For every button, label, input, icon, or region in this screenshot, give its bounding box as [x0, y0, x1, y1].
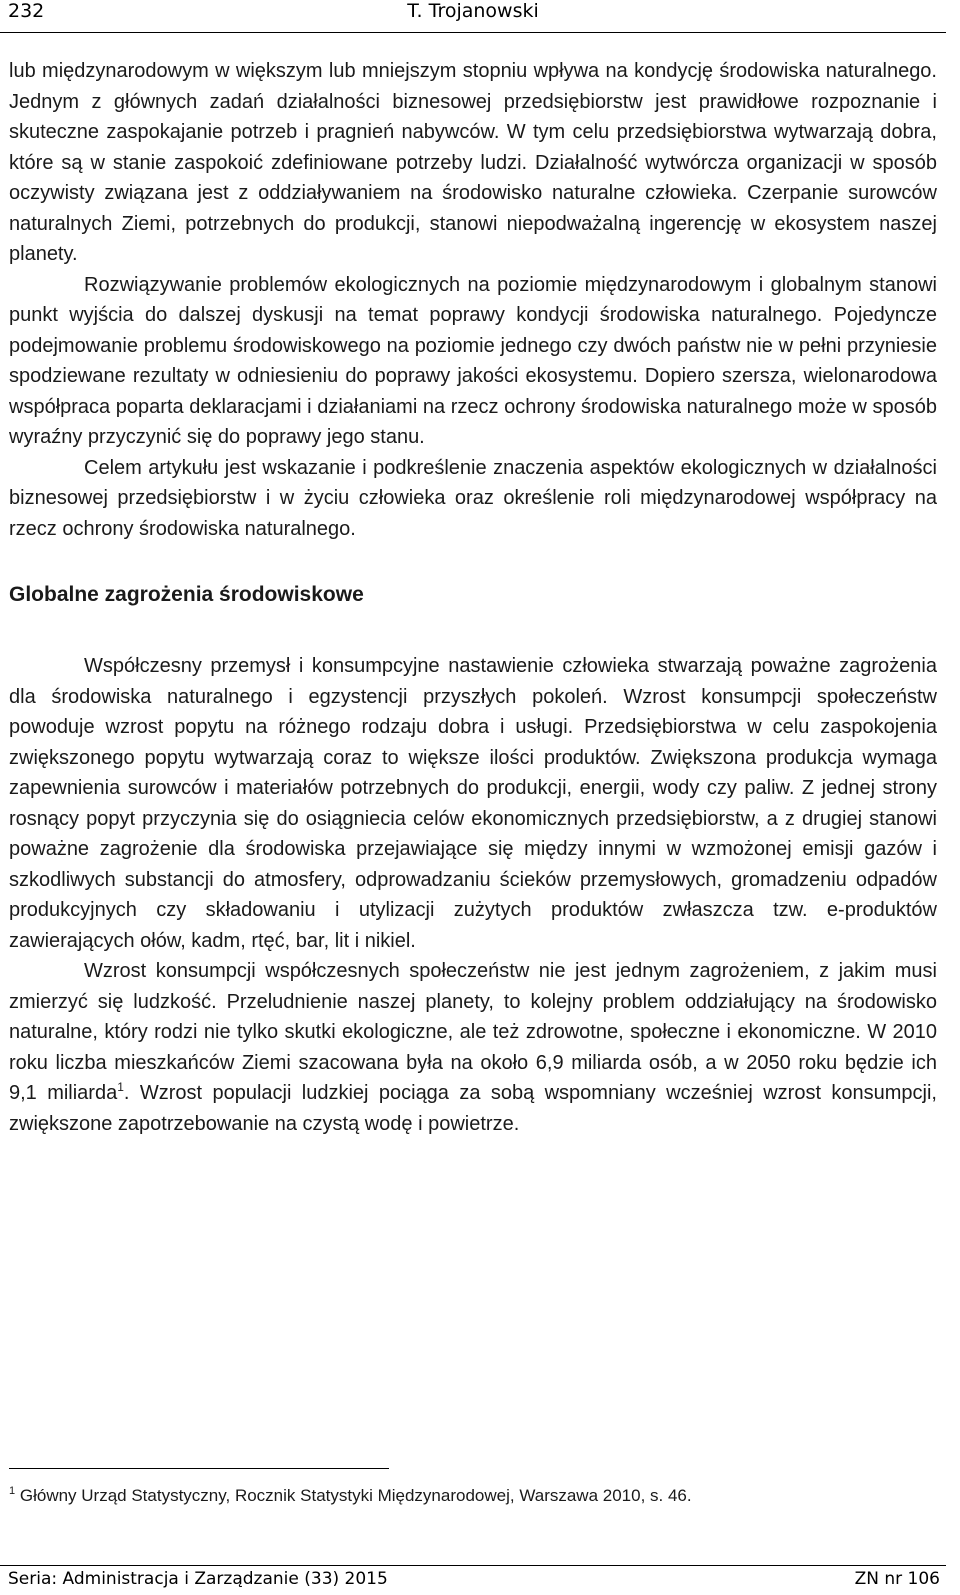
footnote-separator: [9, 1468, 389, 1469]
footnote-reference[interactable]: 1: [117, 1080, 124, 1094]
paragraph: Współczesny przemysł i konsumpcyjne nastawienie człowieka stwarzają poważne zagrożenia dla środowiska naturalnego i egzystencji przyszłych pokoleń. Wzrost konsumpcji społeczeństw powoduje wzrost popytu na różnego rodzaju dobra i usługi. Przedsiębiorstwa w celu zaspokojenia zwiększonego popytu wytwarzają coraz to większe ilości produktów. Zwiększona produkcja wymaga zapewnienia surowców i materiałów potrzebnych do produkcji, energii, wody czy paliw. Z jednej strony rosnący popyt przyczynia się do osiągniecia celów ekonomicznych przedsiębiorstw, a z drugiej stanowi poważne zagrożenie dla środowiska przejawiające się między innymi w wzmożonej emisji gazów i szkodliwych substancji do atmosfery, odprowadzaniu ścieków przemysłowych, gromadzeniu odpadów produkcyjnych czy składowaniu i utylizacji zużytych produktów zwłaszcza tzw. e-produktów zawierających ołów, kadm, rtęć, bar, lit i nikiel.: [9, 655, 937, 952]
footnote-text: Główny Urząd Statystyczny, Rocznik Statystyki Międzynarodowej, Warszawa 2010, s. 46.: [19, 1486, 692, 1505]
paragraph-text: Wzrost konsumpcji współczesnych społeczeństw nie jest jednym zagrożeniem, z jakim musi zmierzyć się ludzkość. Przeludnienie naszej planety, to kolejny problem oddziałujący na środowisko naturalne, który rodzi nie tylko skutki ekologiczne, ale też zdrowotne, społeczne i ekonomiczne. W 2010 roku liczba mieszkańców Ziemi szacowana była na około 6,9 miliarda osób, a w 2050 roku będzie ich 9,1 miliarda: [9, 960, 937, 1104]
footnote: [9, 1485, 939, 1507]
footnote-number: 1: [9, 1485, 16, 1497]
body-text: [9, 56, 937, 1139]
page-number: 232: [8, 0, 45, 22]
paragraph-continued: lub międzynarodowym w większym lub mniejszym stopniu wpływa na kondycję środowiska naturalnego. Jednym z głównych zadań działalności biznesowej przedsiębiorstw jest prawidłowe rozpoznanie i skuteczne zaspokajanie potrzeb i pragnień nabywców. W tym celu przedsiębiorstwa wytwarzają dobra, które są w stanie zaspokoić zdefiniowane potrzeby ludzi. Działalność wytwórcza organizacji w sposób oczywisty związana jest z oddziaływaniem na środowisko naturalne człowieka. Czerpanie surowców naturalnych Ziemi, potrzebnych do produkcji, stanowi niepodważalną ingerencję w ekosystem naszej planety.: [9, 60, 937, 265]
running-header-author: T. Trojanowski: [407, 0, 539, 22]
paragraph: Rozwiązywanie problemów ekologicznych na poziomie międzynarodowym i globalnym stanowi punkt wyjścia do dalszej dyskusji na temat poprawy kondycji środowiska naturalnego. Pojedyncze podejmowanie problemu środowiskowego na poziomie jednego czy dwóch państw nie w pełni przyniesie spodziewane rezultaty w odniesieniu do poprawy jakości ekosystemu. Dopiero szersza, wielonarodowa współpraca poparta deklaracjami i działaniami na rzecz ochrony środowiska naturalnego może w sposób wyraźny przyczynić się do poprawy jego stanu.: [9, 273, 937, 448]
running-header: [0, 0, 946, 33]
section-heading: Globalne zagrożenia środowiskowe: [9, 583, 364, 606]
paragraph-text-continued: . Wzrost populacji ludzkiej pociąga za sobą wspomniany wcześniej wzrost konsumpcji, zwiększone zapotrzebowanie na czystą wodę i powietrze.: [9, 1082, 937, 1135]
paragraph: [9, 956, 937, 1139]
running-footer: [0, 1565, 946, 1589]
footer-series: Seria: Administracja i Zarządzanie (33) 2015: [8, 1569, 388, 1589]
footer-issue: ZN nr 106: [854, 1569, 940, 1589]
paragraph: Celem artykułu jest wskazanie i podkreślenie znaczenia aspektów ekologicznych w działalności biznesowej przedsiębiorstw i w życiu człowieka oraz określenie roli międzynarodowej współpracy na rzecz ochrony środowiska naturalnego.: [9, 456, 937, 540]
